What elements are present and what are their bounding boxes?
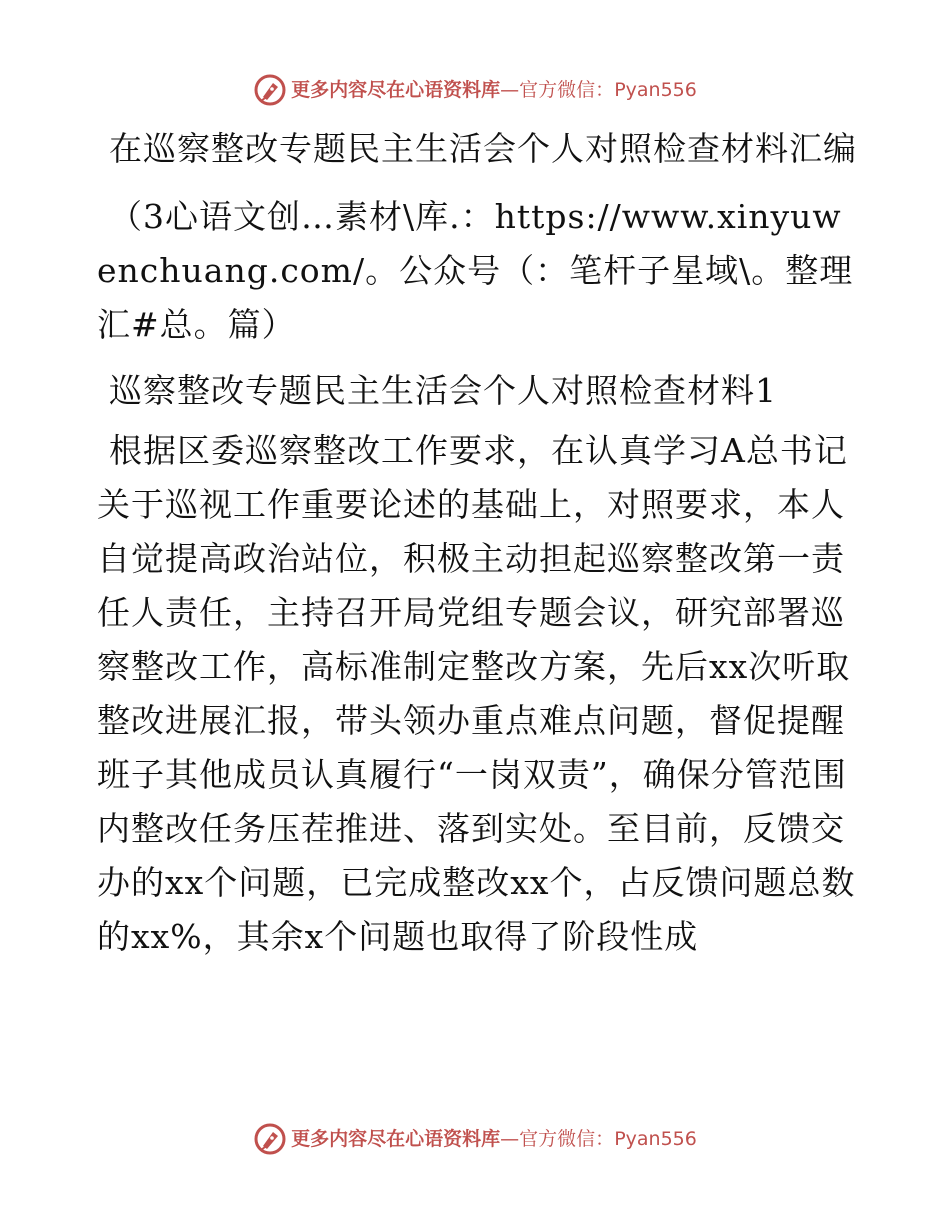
- banner-separator: —: [500, 1128, 520, 1150]
- document-title: 在巡察整改专题民主生活会个人对照检查材料汇编: [109, 129, 857, 168]
- banner-wechat-id: Pyan556: [614, 1128, 697, 1150]
- banner-main-text: 更多内容尽在心语资料库: [291, 79, 501, 101]
- footer-watermark-banner: [0, 1117, 950, 1161]
- body-paragraph: 根据区委巡察整改工作要求，在认真学习A总书记关于巡视工作重要论述的基础上，对照要求，本人自觉提高政治站位，积极主动担起巡察整改第一责任人责任，主持召开局党组专题会议，研究部署巡察整改工作，高标准制定整改方案，先后xx次听取整改进展汇报，带头领办重点难点问题，督促提醒班子其他成员认真履行“一岗双责”，确保分管范围内整改任务压茬推进、落到实处。至目前，反馈交办的xx个问题，已完成整改xx个，占反馈问题总数的xx%，其余x个问题也取得了阶段性成: [97, 431, 856, 956]
- source-note: （3心语文创…素材\库.：https://www.xinyuwenchuang.com/。公众号（：笔杆子星域\。整理汇#总。篇）: [97, 197, 854, 344]
- pen-nib-logo-icon: [253, 1122, 287, 1156]
- banner-wechat-label: 官方微信：: [519, 1128, 615, 1150]
- banner-main-text: 更多内容尽在心语资料库: [291, 1128, 501, 1150]
- banner-separator: —: [500, 79, 520, 101]
- document-body: [97, 122, 857, 964]
- section-title: 巡察整改专题民主生活会个人对照检查材料1: [109, 371, 777, 410]
- header-watermark-banner: [0, 68, 950, 112]
- pen-nib-logo-icon: [253, 73, 287, 107]
- banner-wechat-label: 官方微信：: [519, 79, 615, 101]
- banner-wechat-id: Pyan556: [614, 79, 697, 101]
